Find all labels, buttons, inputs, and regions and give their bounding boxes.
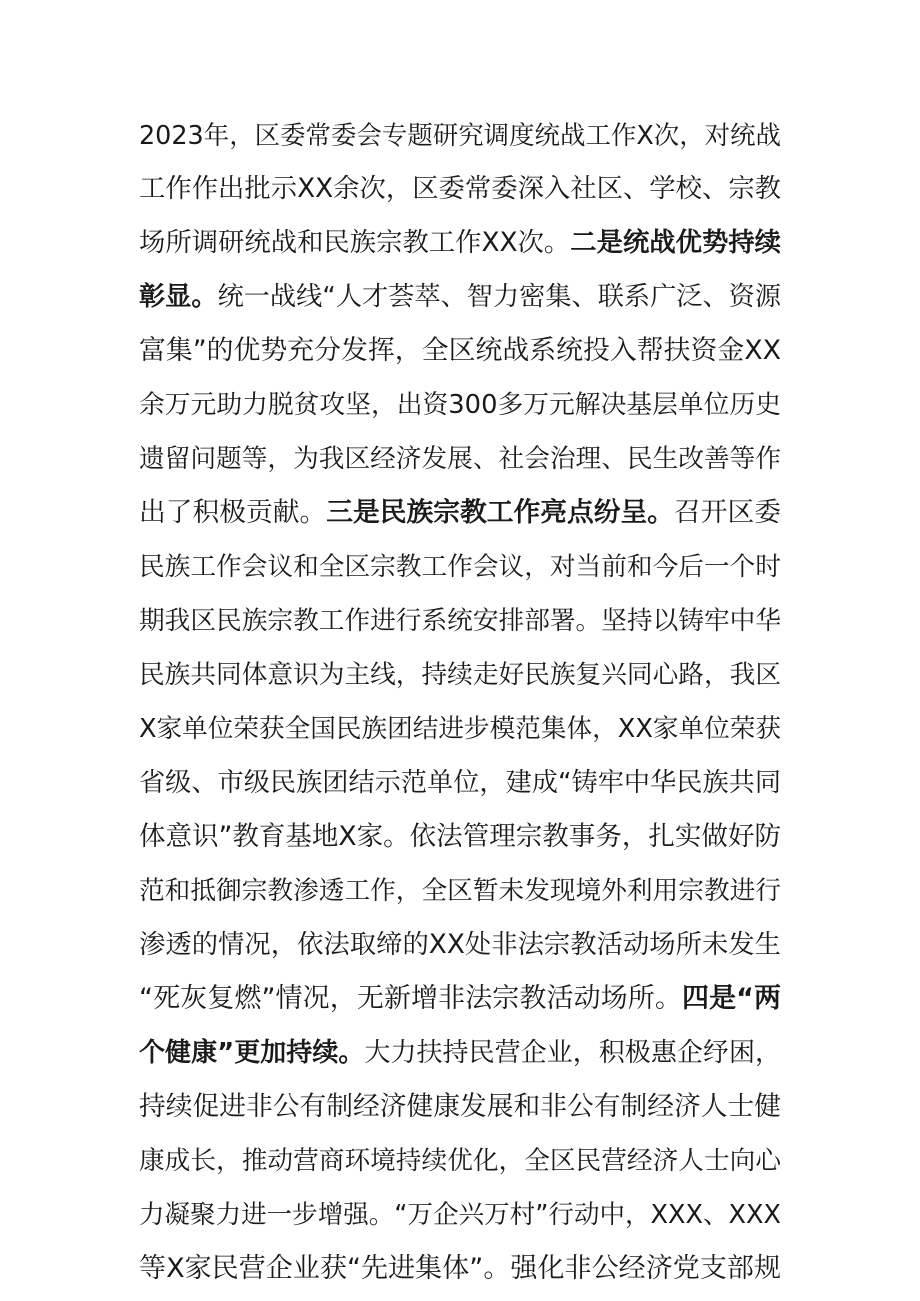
text-line [139,594,781,648]
text-line [139,702,781,756]
text-line [139,432,781,486]
body-paragraph [139,108,781,1296]
text-line [139,486,781,540]
text-line [139,810,781,864]
body-text: 范和抵御宗教渗透工作，全区暂未发现境外利用宗教进行 [139,876,781,906]
body-text: 民族共同体意识为主线，持续走好民族复兴同心路，我区 [139,660,781,690]
body-text: 统一战线“人才荟萃、智力密集、联系广泛、资源 [217,282,781,312]
text-line [139,162,781,216]
text-line [139,108,781,162]
body-text: 场所调研统战和民族宗教工作XX次。 [139,228,571,258]
text-line [139,378,781,432]
body-text: 出了积极贡献。 [139,497,327,528]
bold-heading-text: 个健康”更加持续。 [139,1038,365,1068]
text-line [139,1134,781,1188]
body-text: 期我区民族宗教工作进行系统安排部署。坚持以铸牢中华 [139,606,781,636]
text-line [139,324,781,378]
body-text: 召开区委 [674,497,782,528]
text-line [139,1080,781,1134]
body-text: “死灰复燃”情况，无新增非法宗教活动场所。 [139,983,682,1014]
text-line [139,540,781,594]
text-line [139,972,781,1026]
text-line [139,270,781,324]
body-text: 渗透的情况，依法取缔的XX处非法宗教活动场所未发生 [139,930,781,960]
text-line [139,1026,781,1080]
body-text: 2023年，区委常委会专题研究调度统战工作X次，对统战 [139,120,781,150]
body-text: 民族工作会议和全区宗教工作会议，对当前和今后一个时 [139,552,781,582]
body-text: 大力扶持民营企业，积极惠企纾困， [364,1038,781,1068]
bold-heading-text: 四是“两 [681,983,781,1014]
body-text: 体意识”教育基地X家。依法管理宗教事务，扎实做好防 [139,821,781,852]
body-text: 遗留问题等，为我区经济发展、社会治理、民生改善等作 [139,444,781,474]
body-text: 富集”的优势充分发挥，全区统战系统投入帮扶资金XX [139,335,781,366]
text-line [139,1242,781,1296]
bold-heading-text: 三是民族宗教工作亮点纷呈。 [326,497,675,528]
text-line [139,918,781,972]
bold-heading-text: 彰显。 [139,282,218,312]
text-line [139,216,781,270]
text-line [139,1188,781,1242]
text-line [139,864,781,918]
body-text: 等X家民营企业获“先进集体”。强化非公经济党支部规 [139,1253,781,1284]
body-text: X家单位荣获全国民族团结进步模范集体，XX家单位荣获 [139,714,781,744]
body-text: 省级、市级民族团结示范单位，建成“铸牢中华民族共同 [139,768,781,798]
body-text: 余万元助力脱贫攻坚，出资300多万元解决基层单位历史 [139,390,781,420]
text-line [139,648,781,702]
text-line [139,756,781,810]
body-text: 力凝聚力进一步增强。“万企兴万村”行动中，XXX、XXX [139,1200,781,1230]
bold-heading-text: 二是统战优势持续 [570,228,782,258]
body-text: 康成长，推动营商环境持续优化，全区民营经济人士向心 [139,1146,781,1176]
body-text: 工作作出批示XX余次，区委常委深入社区、学校、宗教 [139,174,781,204]
body-text: 持续促进非公有制经济健康发展和非公有制经济人士健 [139,1091,782,1122]
